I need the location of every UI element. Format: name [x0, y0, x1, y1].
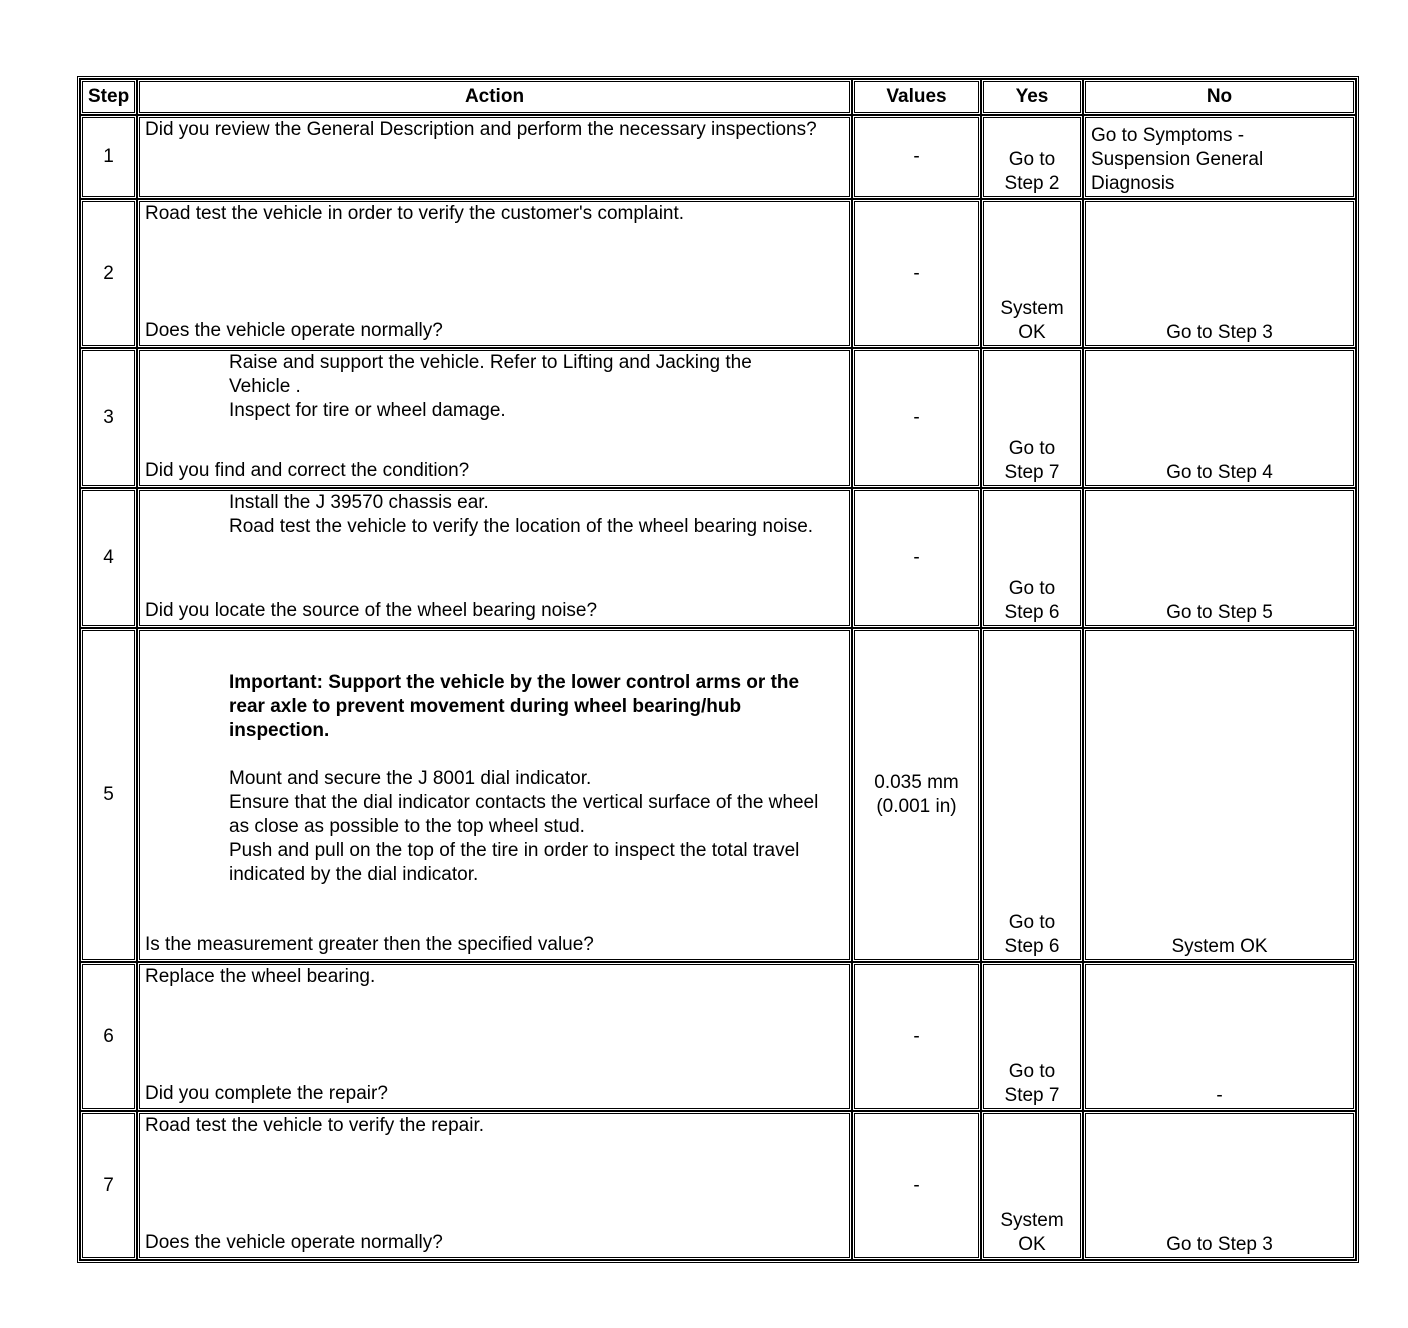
action-text: Road test the vehicle to verify the repair.	[145, 1115, 485, 1136]
action-cell	[137, 488, 852, 628]
action-question: Did you locate the source of the wheel bearing noise?	[145, 600, 598, 621]
action-cell	[137, 348, 852, 488]
important-note: Important: Support the vehicle by the lower control arms or the rear axle to prevent movement during wheel bearing/hub inspection.	[229, 672, 800, 741]
table-row	[80, 348, 1356, 488]
step-number: 7	[80, 1111, 137, 1260]
step-number: 3	[80, 348, 137, 488]
action-instruction: Raise and support the vehicle. Refer to Lifting and Jacking the Vehicle .	[229, 352, 752, 397]
action-question: Does the vehicle operate normally?	[145, 1232, 443, 1253]
action-question: Did you find and correct the condition?	[145, 460, 470, 481]
table-row	[80, 488, 1356, 628]
action-cell	[137, 962, 852, 1111]
action-question: Is the measurement greater then the specified value?	[145, 934, 594, 955]
action-instruction: Inspect for tire or wheel damage.	[229, 400, 506, 421]
values-cell: -	[852, 348, 981, 488]
no-cell: Go to Step 5	[1083, 488, 1356, 628]
header-values: Values	[852, 79, 981, 115]
diagnostic-table	[77, 76, 1359, 1263]
yes-cell: Go to Step 7	[981, 962, 1083, 1111]
action-cell	[137, 199, 852, 348]
yes-cell: Go to Step 2	[981, 115, 1083, 199]
table-row	[80, 115, 1356, 199]
spacer	[145, 631, 844, 671]
values-cell: 0.035 mm (0.001 in)	[852, 628, 981, 962]
values-cell: -	[852, 488, 981, 628]
step-number: 2	[80, 199, 137, 348]
yes-cell: Go to Step 6	[981, 628, 1083, 962]
step-number: 5	[80, 628, 137, 962]
no-cell: Go to Symptoms - Suspension General Diagnosis	[1083, 115, 1356, 199]
table-row	[80, 962, 1356, 1111]
action-instruction: Ensure that the dial indicator contacts the vertical surface of the wheel as close as possible to the top wheel stud.	[229, 792, 819, 837]
no-cell: Go to Step 4	[1083, 348, 1356, 488]
no-cell: Go to Step 3	[1083, 199, 1356, 348]
no-cell: -	[1083, 962, 1356, 1111]
yes-cell: Go to Step 7	[981, 348, 1083, 488]
header-step: Step	[80, 79, 137, 115]
action-question: Does the vehicle operate normally?	[145, 320, 443, 341]
header-no: No	[1083, 79, 1356, 115]
table-row	[80, 199, 1356, 348]
header-yes: Yes	[981, 79, 1083, 115]
no-cell: Go to Step 3	[1083, 1111, 1356, 1260]
yes-cell: Go to Step 6	[981, 488, 1083, 628]
action-cell	[137, 628, 852, 962]
step-number: 1	[80, 115, 137, 199]
values-cell: -	[852, 115, 981, 199]
action-text: Road test the vehicle in order to verify the customer's complaint.	[145, 203, 685, 224]
action-question: Did you complete the repair?	[145, 1083, 388, 1104]
step-number: 6	[80, 962, 137, 1111]
yes-cell: System OK	[981, 1111, 1083, 1260]
action-text: Replace the wheel bearing.	[145, 966, 376, 987]
action-cell	[137, 1111, 852, 1260]
header-row	[80, 79, 1356, 115]
values-cell: -	[852, 962, 981, 1111]
action-instruction: Install the J 39570 chassis ear.	[229, 492, 489, 513]
yes-cell: System OK	[981, 199, 1083, 348]
action-text: Did you review the General Description and perform the necessary inspections?	[145, 119, 817, 140]
action-instruction: Push and pull on the top of the tire in order to inspect the total travel indicated by the dial indicator.	[229, 840, 800, 885]
table-row	[80, 1111, 1356, 1260]
spacer	[145, 743, 844, 767]
action-instruction: Mount and secure the J 8001 dial indicator.	[229, 768, 592, 789]
step-number: 4	[80, 488, 137, 628]
no-cell: System OK	[1083, 628, 1356, 962]
header-action: Action	[137, 79, 852, 115]
values-cell: -	[852, 199, 981, 348]
action-cell	[137, 115, 852, 199]
table-row	[80, 628, 1356, 962]
values-cell: -	[852, 1111, 981, 1260]
action-instruction: Road test the vehicle to verify the location of the wheel bearing noise.	[229, 516, 814, 537]
